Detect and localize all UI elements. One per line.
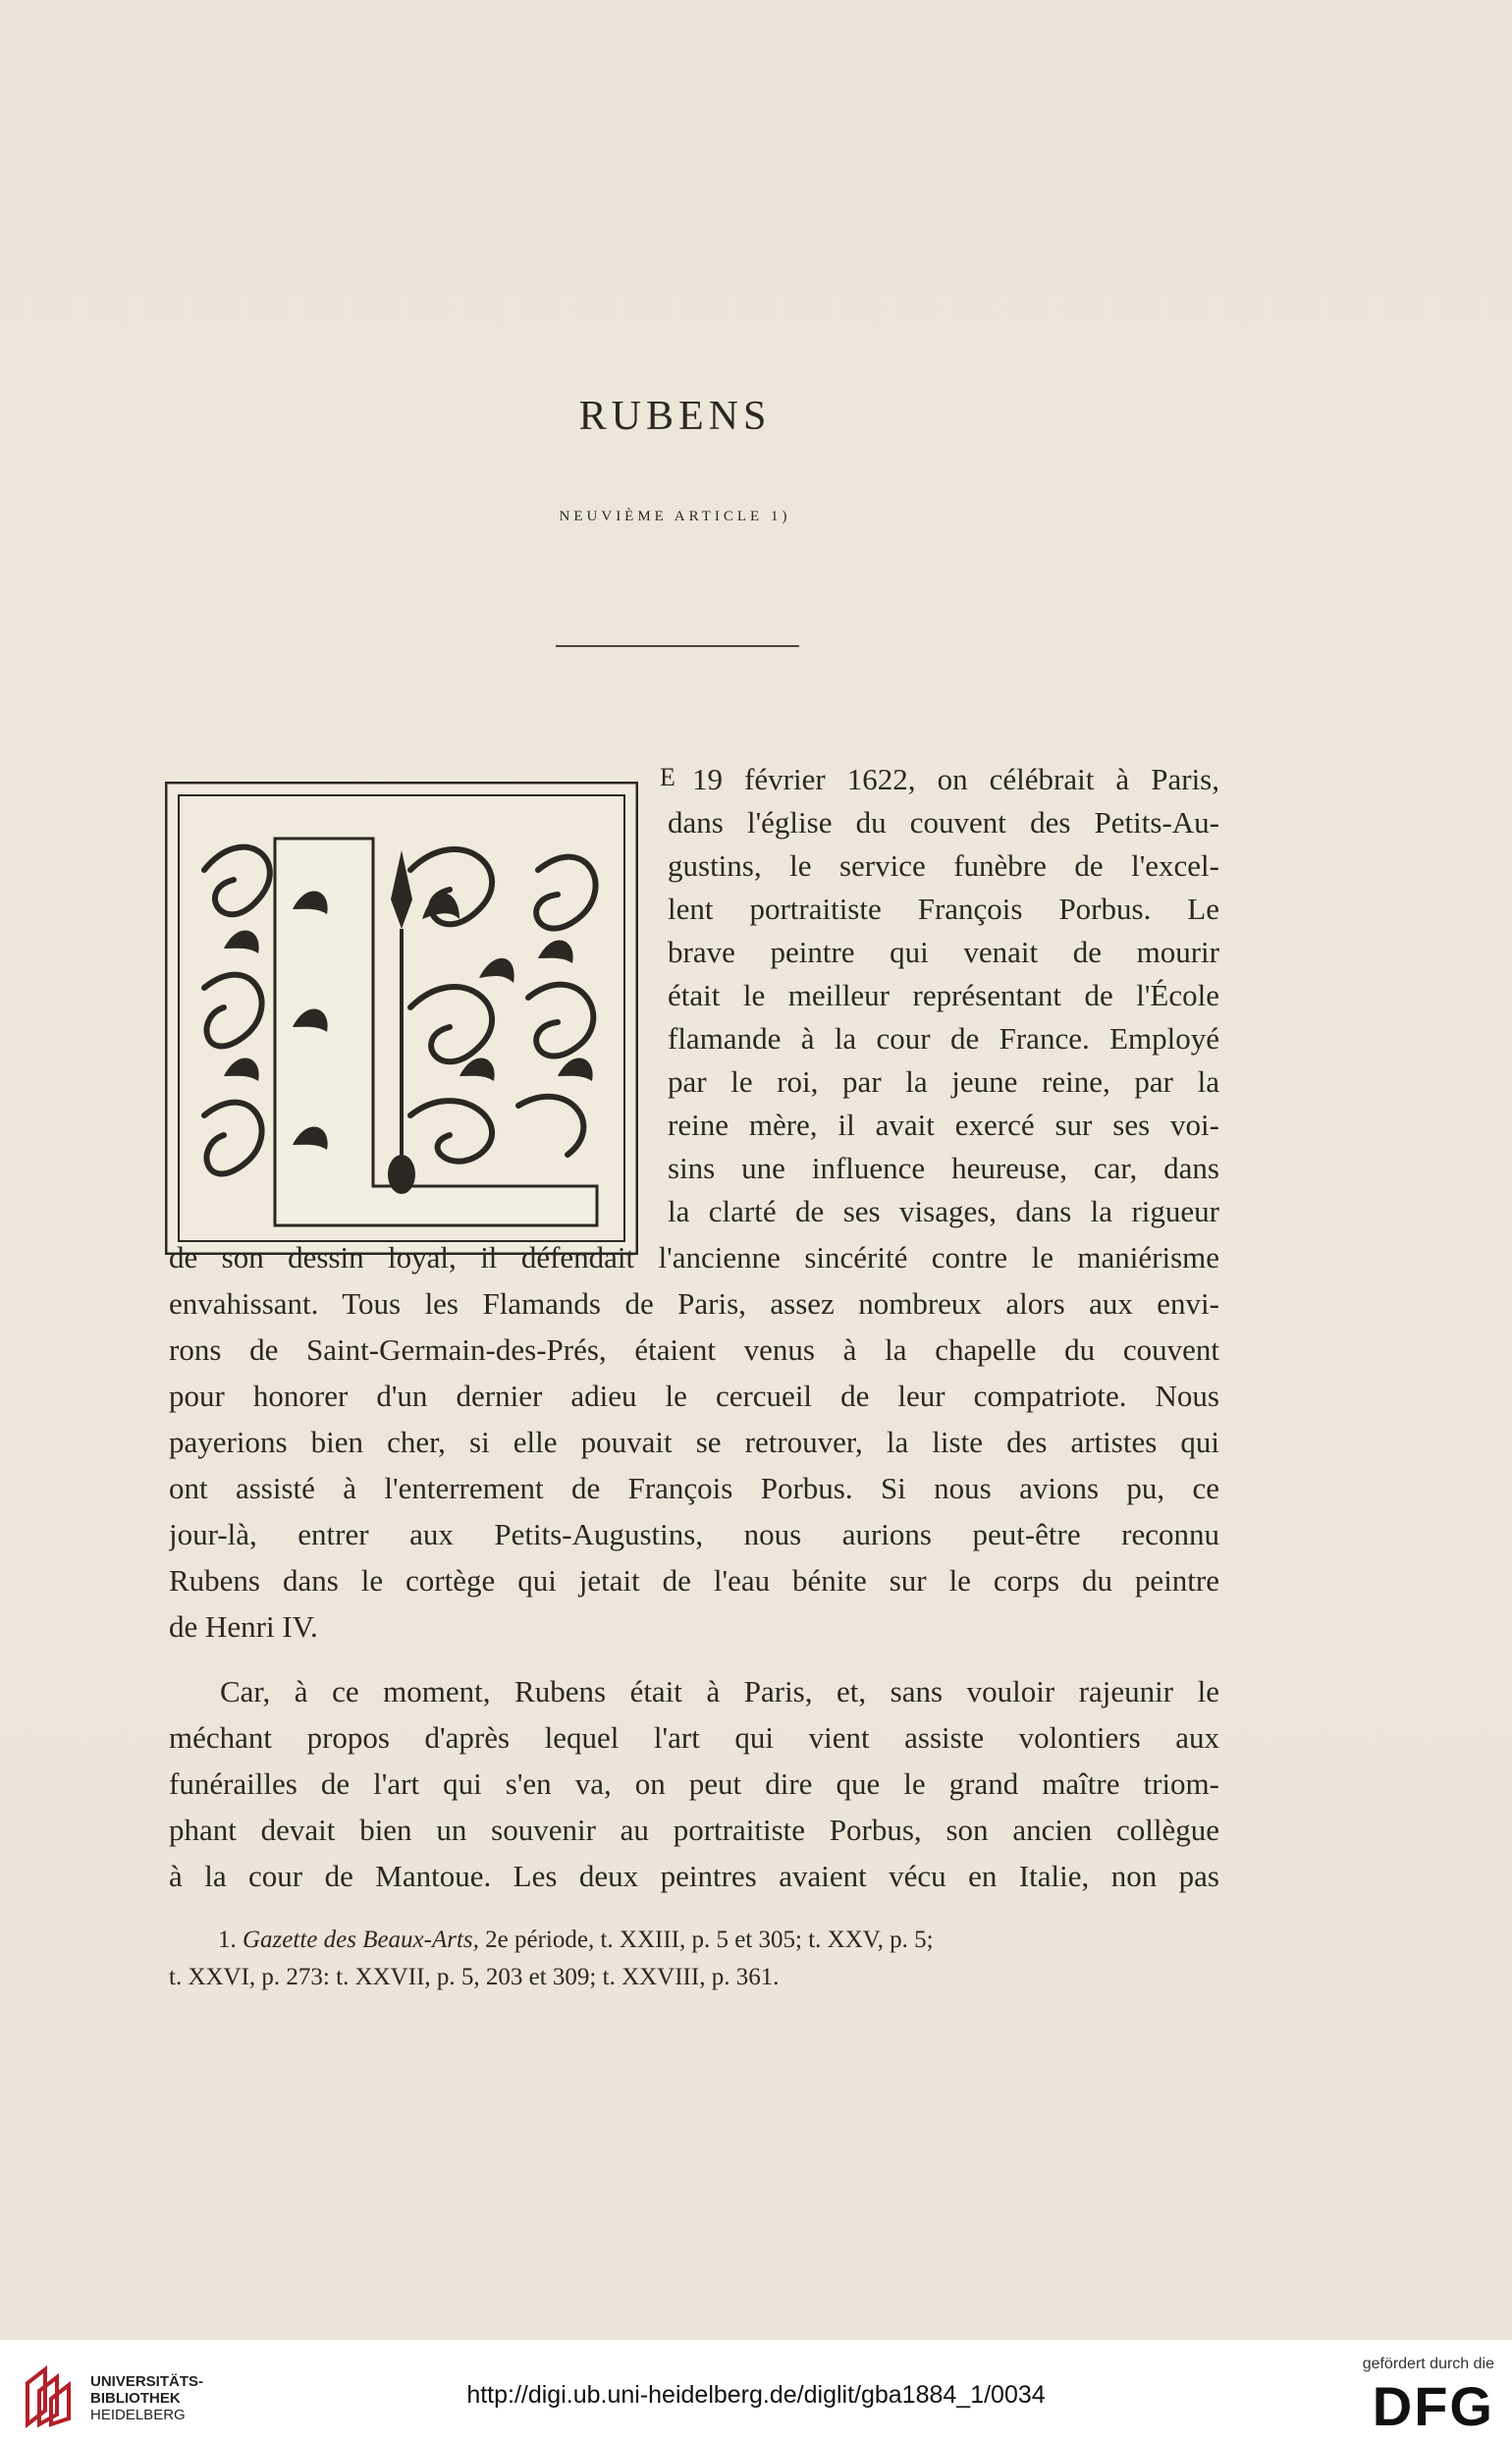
body-line: funérailles de l'art qui s'en va, on peut dire que le grand maître triom- [169, 1766, 1219, 1801]
body-line: de Henri IV. [169, 1609, 318, 1644]
body-line: envahissant. Tous les Flamands de Paris, assez nombreux alors aux envi- [169, 1286, 1219, 1321]
footnote-text: 2e période, t. XXIII, p. 5 et 305; t. XXV, p. 5; [485, 1926, 934, 1953]
body-line: lent portraitiste François Porbus. Le [668, 892, 1219, 926]
body-line: ont assisté à l'enterrement de François Porbus. Si nous avions pu, ce [169, 1471, 1219, 1505]
footer-bar [0, 2340, 1512, 2442]
body-line: pour honorer d'un dernier adieu le cercueil de leur compatriote. Nous [169, 1379, 1219, 1413]
body-line: reine mère, il avait exercé sur ses voi- [668, 1108, 1219, 1142]
article-title: RUBENS [578, 394, 772, 439]
body-line: la clarté de ses visages, dans la rigueur [668, 1194, 1219, 1228]
dfg-logo: DFG [1372, 2375, 1494, 2437]
body-line: sins une influence heureuse, car, dans [668, 1151, 1219, 1185]
body-line: Car, à ce moment, Rubens était à Paris, et, sans vouloir rajeunir le [220, 1674, 1219, 1709]
body-line: rons de Saint-Germain-des-Prés, étaient venus à la chapelle du couvent [169, 1332, 1219, 1367]
body-line: brave peintre qui venait de mourir [668, 935, 1219, 969]
body-line: 19 février 1622, on célébrait à Paris, [692, 762, 1219, 796]
body-line: par le roi, par la jeune reine, par la [668, 1064, 1219, 1099]
body-line: jour-là, entrer aux Petits-Augustins, nous aurions peut-être reconnu [169, 1517, 1219, 1551]
permalink-url[interactable]: http://digi.ub.uni-heidelberg.de/diglit/gba1884_1/0034 [466, 2381, 1046, 2409]
body-line: flamande à la cour de France. Employé [668, 1021, 1219, 1056]
dropcap-continuation: E [660, 763, 675, 791]
body-line: à la cour de Mantoue. Les deux peintres avaient vécu en Italie, non pas [169, 1859, 1219, 1893]
body-line: méchant propos d'après lequel l'art qui vient assiste volontiers aux [169, 1720, 1219, 1755]
title-rule [556, 645, 799, 647]
footnote-line-1 [218, 1923, 1219, 1958]
body-line: payerions bien cher, si elle pouvait se retrouver, la liste des artistes qui [169, 1425, 1219, 1459]
body-line: Rubens dans le cortège qui jetait de l'eau bénite sur le corps du peintre [169, 1563, 1219, 1598]
institution-name: UNIVERSITÄTS- BIBLIOTHEK HEIDELBERG [90, 2373, 204, 2423]
footnote-line-2: t. XXVI, p. 273: t. XXVII, p. 5, 203 et 309; t. XXVIII, p. 361. [169, 1964, 780, 1990]
body-line: de son dessin loyal, il défendait l'ancienne sincérité contre le maniérisme [169, 1240, 1219, 1275]
ornamental-initial-L [165, 782, 638, 1255]
footnote-journal: Gazette des Beaux-Arts, [243, 1926, 479, 1953]
article-subtitle: NEUVIÈME ARTICLE 1) [559, 509, 791, 524]
footnote-number: 1. [218, 1926, 237, 1953]
body-line: était le meilleur représentant de l'École [668, 978, 1219, 1012]
body-line: phant devait bien un souvenir au portraitiste Porbus, son ancien collègue [169, 1813, 1219, 1847]
body-line: dans l'église du couvent des Petits-Au- [668, 805, 1219, 840]
funder-label: gefördert durch die [1362, 2356, 1494, 2372]
body-line: gustins, le service funèbre de l'excel- [668, 848, 1219, 883]
